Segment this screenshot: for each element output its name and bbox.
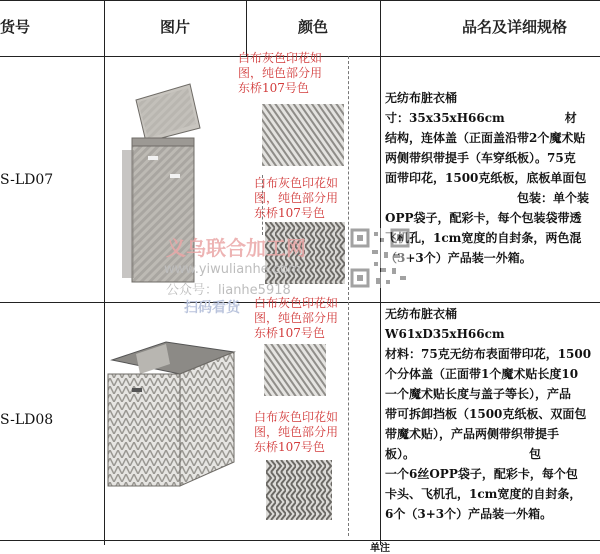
color-note: 白布灰色印花如 图，纯色部分用 东桥107号色 [254,410,339,454]
watermark-scan: 扫码看货 [184,300,240,316]
fabric-swatch-diagonal-weave [264,344,326,396]
qr-code-icon [350,228,410,288]
header-details: 品名及详细规格 [462,18,568,36]
fabric-swatch-diagonal-weave [262,104,344,166]
color-note: 白布灰色印花如 图，纯色部分用 东桥107号色 [254,296,339,340]
header-image: 图片 [160,18,191,36]
col-divider-2-header [246,0,247,56]
dashed-guide [348,56,349,536]
table-top-border [0,0,600,1]
col-divider-1 [104,0,105,545]
header-color: 颜色 [298,18,329,36]
color-note: 白布灰色印花如 图，纯色部分用 东桥107号色 [238,51,323,95]
table-bottom-border [0,540,600,541]
header-code: 货号 [0,18,31,36]
watermark-title: 义乌联合加工网 [166,236,306,260]
watermark-url: www.yiwulianhe.com [164,262,301,277]
watermark-wechat: 公众号：lianhe5918 [166,283,291,298]
color-note: 白布灰色印花如 图，纯色部分用 东桥107号色 [254,176,339,220]
row1-description: 无纺布脏衣桶 寸：35x35xH66cm 材 结构，连体盖（正面盖沿带2个魔术贴 两侧带织带提手（车穿纸板）。75克 面带印花，1500克纸板，底板单面包 包装：单个装 OPP袋子，配彩卡，每个包装袋带透 飞机孔，1cm宽度的自封条，两色混 （3+3个）产品装一外箱。 [385,91,590,265]
product-image-hamper-double [106,330,236,490]
row2-code: S-LD08 [0,412,54,428]
row2-description: 无纺布脏衣桶 W61xD35xH66cm 材料：75克无纺布表面带印花，1500 个分体盖（正面带1个魔术贴长度10 一个魔术贴长度与盖子等长），产品 带可拆卸挡板（1500克纸板、双面包 带魔术贴），产品两侧带织带提手 板）。 包 一个6丝OPP袋子，配彩卡，每个包 卡头、飞机孔，1cm宽度的自封条， 6个（3+3个）产品装一外箱。 [385,307,592,521]
footer-fragment: 单注 [370,543,390,554]
fabric-swatch-herringbone [266,460,332,520]
row1-code: S-LD07 [0,172,54,188]
